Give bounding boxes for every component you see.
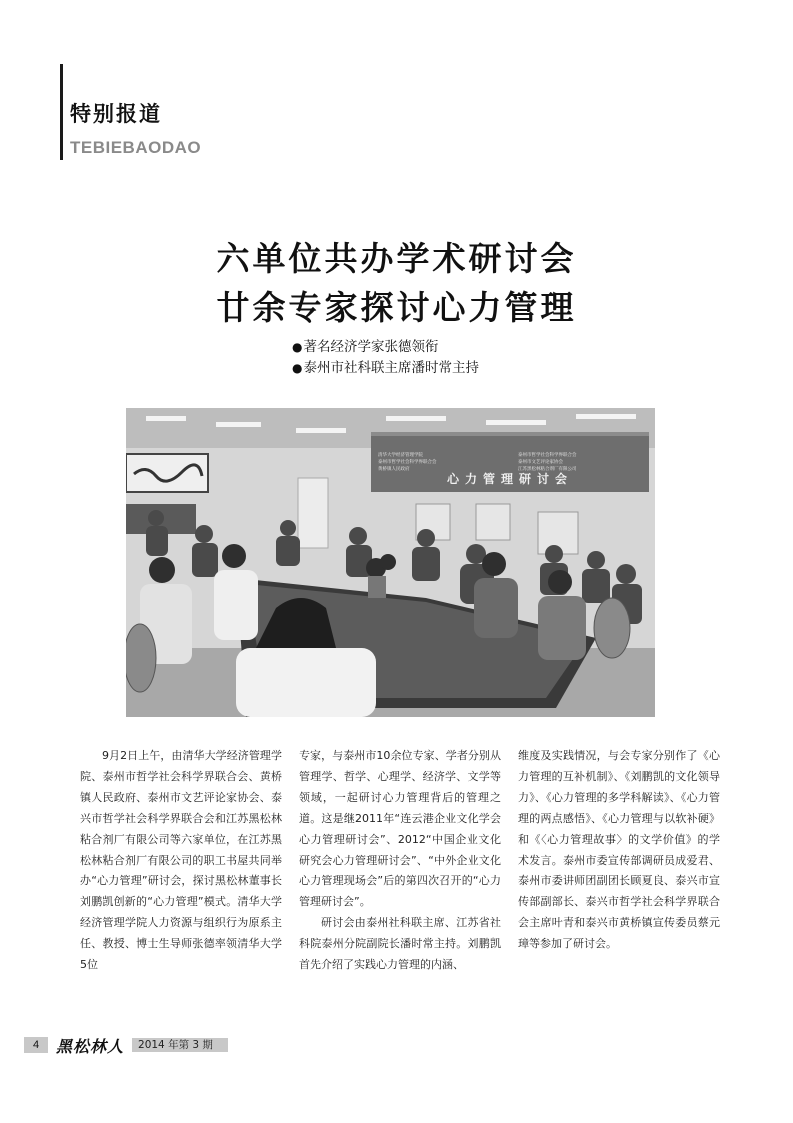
subhead-1: ●著名经济学家张德领衔: [292, 339, 439, 355]
bullet-icon: ●: [292, 361, 303, 375]
section-pinyin: TEBIEBAODAO: [70, 138, 202, 157]
banner-org-right-3: 江苏黑松林粘合剂厂有限公司: [518, 467, 577, 472]
subhead-2: ●泰州市社科联主席潘时常主持: [292, 360, 479, 376]
magazine-logo: 黑松林人: [56, 1036, 125, 1056]
bullet-icon: ●: [292, 340, 303, 354]
page-footer: [24, 1036, 228, 1056]
subheads: [292, 337, 479, 379]
body-paragraph: 研讨会由泰州社科联主席、江苏省社科院泰州分院副院长潘时常主持。刘鹏凯首先介绍了实践心力管理的内涵、: [299, 916, 501, 972]
banner-org-right-2: 泰州市文艺评论家协会: [518, 460, 563, 465]
banner-org-right-1: 泰州市哲学社会科学界联合会: [518, 453, 577, 458]
banner-title: 心力管理研讨会: [446, 472, 574, 486]
body-column-2: [299, 746, 501, 976]
body-column-1: [80, 746, 282, 976]
issue-label: 2014 年第 3 期: [132, 1038, 228, 1052]
banner-org-left-1: 清华大学经济管理学院: [378, 453, 423, 458]
body-paragraph: 维度及实践情况，与会专家分别作了《心力管理的互补机制》、《刘鹏凯的文化领导力》、《心力管理的多学科解读》、《心力管理的两点感悟》、《心力管理与以软补硬》和《〈心力管理故事〉的文学价值》的学术发言。泰州市委宣传部调研员成爱君、泰州市委讲师团副团长顾夏良、泰兴市宣传部副部长、泰兴市哲学社会科学界联合会主席叶青和泰兴市黄桥镇宣传委员蔡元璋等参加了研讨会。: [518, 749, 720, 951]
banner-org-left-2: 泰州市哲学社会科学界联合会: [378, 460, 437, 465]
body-column-3: [518, 746, 720, 955]
meeting-photo: [126, 408, 655, 717]
headline-line-1: 六单位共办学术研讨会: [216, 239, 577, 278]
body-paragraph: 9月2日上午，由清华大学经济管理学院、泰州市哲学社会科学界联合会、黄桥镇人民政府、泰州市文艺评论家协会、泰兴市哲学社会科学界联合会和江苏黑松林粘合剂厂有限公司等六家单位，在江苏黑松林粘合剂厂有限公司的职工书屋共同举办“心力管理”研讨会，探讨黑松林董事长刘鹏凯创新的“心力管理”模式。清华大学经济管理学院人力资源与组织行为原系主任、教授、博士生导师张德率领清华大学5位: [80, 749, 282, 972]
section-bar: [60, 64, 63, 160]
page-number: 4: [24, 1037, 48, 1053]
banner-org-left-3: 黄桥镇人民政府: [378, 467, 410, 472]
section-title: 特别报道: [70, 102, 162, 126]
body-paragraph: 专家，与泰州市10余位专家、学者分别从管理学、哲学、心理学、经济学、文学等领域，一起研讨心力管理背后的管理之道。这是继2011年“连云港企业文化学会心力管理研讨会”、2012“中国企业文化研究会心力管理研讨会”、“中外企业文化心力管理现场会”后的第四次召开的“心力管理研讨会”。: [299, 749, 501, 909]
headline-line-2: 廿余专家探讨心力管理: [216, 288, 577, 327]
